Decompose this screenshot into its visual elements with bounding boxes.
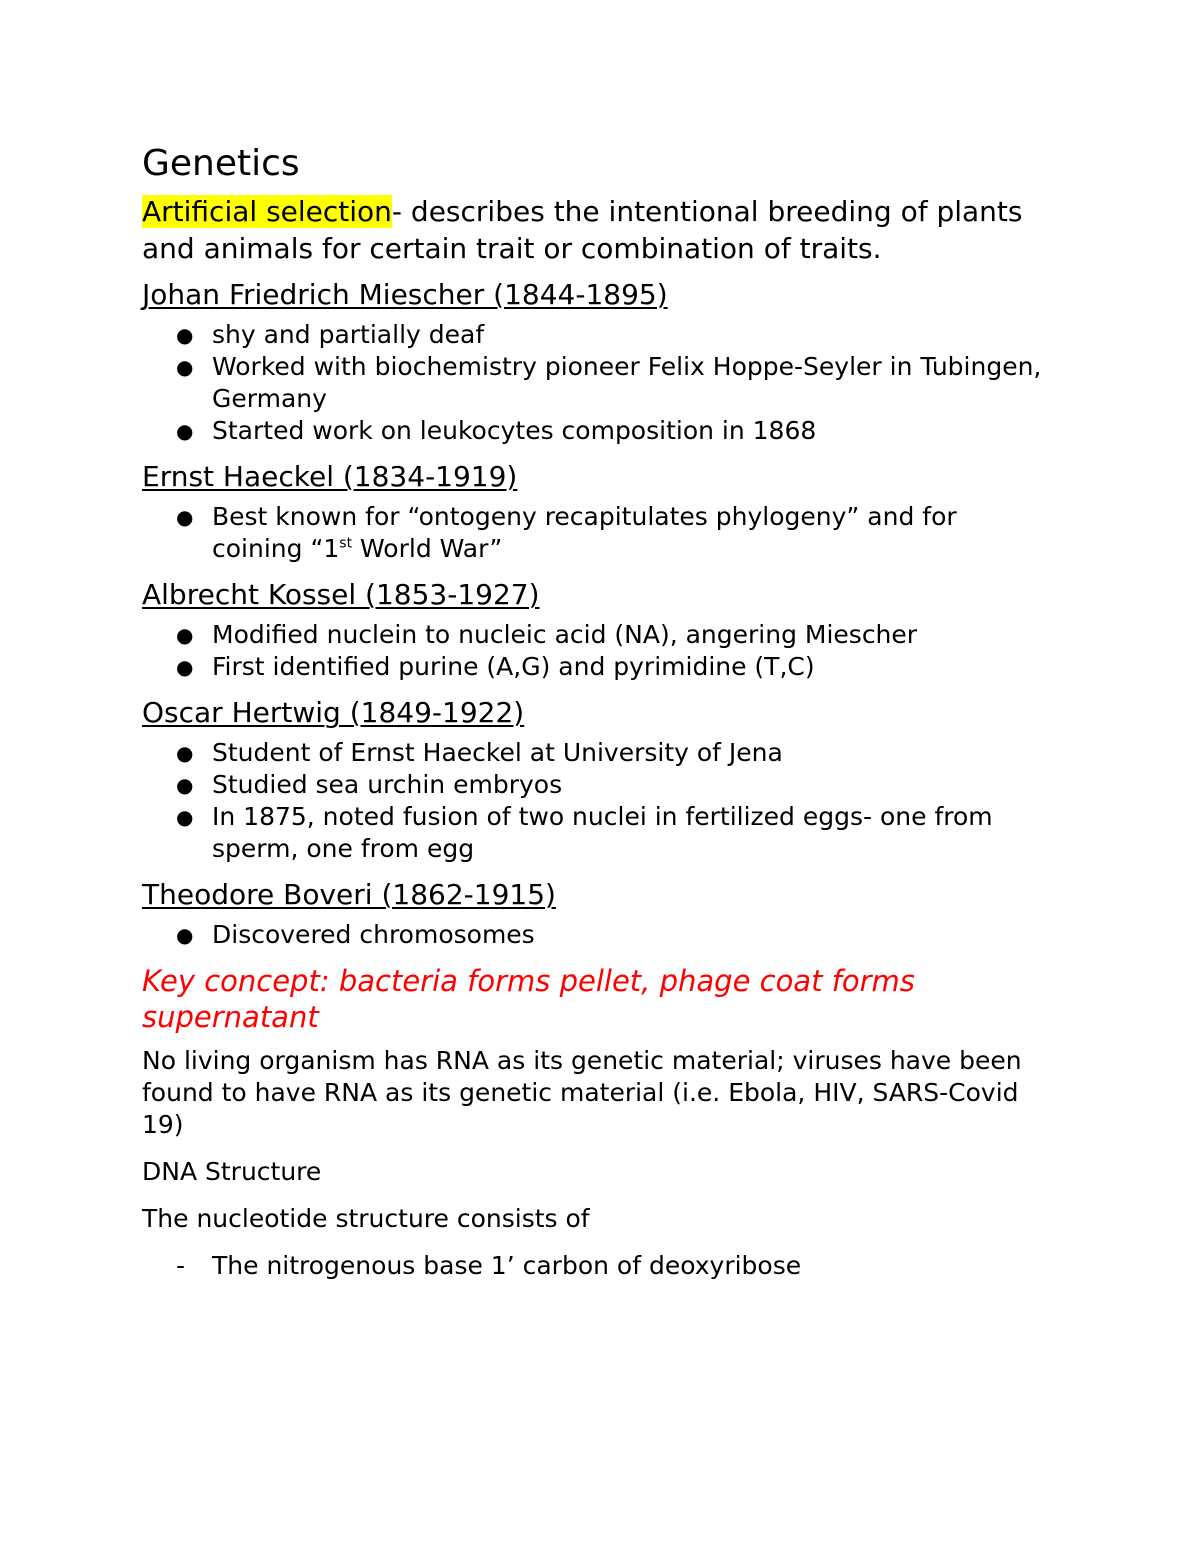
section-heading-haeckel: Ernst Haeckel (1834-1919): [142, 460, 518, 493]
bullet-list-hertwig: [142, 737, 1042, 865]
bullet-icon: ●: [176, 623, 194, 647]
list-item: ● Studied sea urchin embryos: [176, 770, 563, 799]
bullet-icon: ●: [176, 355, 194, 379]
section-heading-kossel: Albrecht Kossel (1853-1927): [142, 578, 540, 611]
key-concept: Key concept: bacteria forms pellet, phage coat forms supernatant: [142, 964, 915, 1034]
nucleotide-intro: The nucleotide structure consists of: [142, 1204, 590, 1233]
list-item: ● In 1875, noted fusion of two nuclei in fertilized eggs- one from sperm, one from egg: [176, 802, 993, 863]
bullet-icon: ●: [176, 773, 194, 797]
list-item: ● Discovered chromosomes: [176, 920, 535, 949]
bullet-icon: ●: [176, 323, 194, 347]
list-item: ● shy and partially deaf: [176, 320, 485, 349]
bullet-list-haeckel: [142, 501, 1042, 565]
list-item: ● First identified purine (A,G) and pyrimidine (T,C): [176, 652, 815, 681]
document-page: [142, 143, 1042, 1294]
bullet-icon: ●: [176, 805, 194, 829]
list-item: ● Best known for “ontogeny recapitulates phylogeny” and for coining “1st World War”: [176, 502, 957, 563]
rna-note: No living organism has RNA as its genetic material; viruses have been found to have RNA as its genetic material (i.e. Ebola, HIV, SARS-Covid 19): [142, 1046, 1022, 1139]
bullet-list-boveri: [142, 919, 1042, 951]
intro-paragraph: [142, 193, 1042, 267]
bullet-icon: ●: [176, 923, 194, 947]
list-item: ● Worked with biochemistry pioneer Felix Hoppe-Seyler in Tubingen, Germany: [176, 352, 1042, 413]
intro-definition: - describes the intentional breeding of plants and animals for certain trait or combination of traits.: [142, 195, 1023, 265]
bullet-icon: ●: [176, 655, 194, 679]
bullet-list-kossel: [142, 619, 1042, 683]
dash-icon: -: [176, 1251, 186, 1280]
bullet-list-miescher: [142, 319, 1042, 447]
bullet-icon: ●: [176, 505, 194, 529]
section-heading-hertwig: Oscar Hertwig (1849-1922): [142, 696, 525, 729]
bullet-icon: ●: [176, 741, 194, 765]
list-item: ● Student of Ernst Haeckel at University of Jena: [176, 738, 783, 767]
list-item: - The nitrogenous base 1’ carbon of deoxyribose: [176, 1251, 802, 1280]
dna-structure-heading: DNA Structure: [142, 1157, 322, 1186]
bullet-icon: ●: [176, 419, 194, 443]
list-item: ● Started work on leukocytes composition in 1868: [176, 416, 817, 445]
section-heading-miescher: Johan Friedrich Miescher (1844-1895): [142, 278, 668, 311]
highlighted-term: Artificial selection: [142, 195, 392, 228]
section-heading-boveri: Theodore Boveri (1862-1915): [142, 878, 556, 911]
nucleotide-list: [142, 1250, 1042, 1282]
document-title: Genetics: [142, 143, 300, 184]
list-item: ● Modified nuclein to nucleic acid (NA), angering Miescher: [176, 620, 918, 649]
